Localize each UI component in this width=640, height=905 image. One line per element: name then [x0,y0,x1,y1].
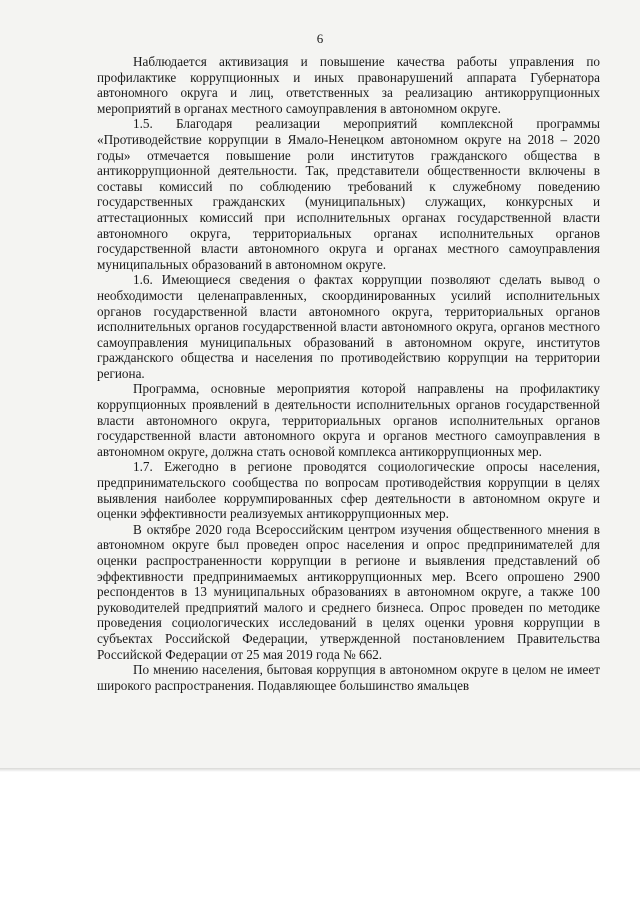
page-number: 6 [316,31,324,46]
paragraph-1-6-corruption-facts: 1.6. Имеющиеся сведения о фактах коррупции позволяют сделать вывод о необходимости целенаправленных, скоординированных усилий исполнительных органов государственной власти автономного округа, территориальных органов исполнительных органов государственной власти автономного округа, органов местного самоуправления муниципальных образований в автономном округе, институтов гражданского общества и населения по противодействию коррупции на территории региона. [97,272,600,381]
paragraph-1-5-civil-society: 1.5. Благодаря реализации мероприятий комплексной программы «Противодействие коррупции в Ямало-Ненецком автономном округе на 2018 – 2020 годы» отмечается повышение роли институтов гражданского общества в антикоррупционной деятельности. Так, представители общественности включены в составы комиссий по соблюдению требований к служебному поведению государственных гражданских (муниципальных) служащих, конкурсных и аттестационных комиссий при исполнительных органах государственной власти автономного округа, территориальных органах исполнительных органов государственной власти автономного округа и органах местного самоуправления муниципальных образований в автономном округе. [97,116,600,272]
paragraph-october-2020-survey: В октябре 2020 года Всероссийским центром изучения общественного мнения в автономном округе был проведен опрос населения и опрос предпринимателей для оценки распространенности коррупции в регионе и выявления представлений об эффективности предпринимаемых антикоррупционных мер. Всего опрошено 2900 респондентов в 13 муниципальных образованиях в автономном округе, а также 100 руководителей предприятий малого и среднего бизнеса. Опрос проведен по методике проведения социологических исследований в целях оценки уровня коррупции в субъектах Российской Федерации, утвержденной постановлением Правительства Российской Федерации от 25 мая 2019 года № 662. [97,521,600,662]
document-body [97,54,600,693]
paragraph-1-7-surveys: 1.7. Ежегодно в регионе проводятся социологические опросы населения, предпринимательского сообщества по вопросам противодействия коррупции в целях выявления наиболее коррумпированных сфер деятельности в автономном округе и оценки эффективности реализуемых антикоррупционных мер. [97,459,600,522]
paragraph-population-opinion: По мнению населения, бытовая коррупция в автономном округе в целом не имеет широкого распространения. Подавляющее большинство ямальцев [97,662,600,693]
scan-bottom-edge [0,768,640,772]
paragraph-management-activity: Наблюдается активизация и повышение качества работы управления по профилактике коррупционных и иных правонарушений аппарата Губернатора автономного округа и лиц, ответственных за реализацию антикоррупционных мероприятий в органах местного самоуправления в автономном округе. [97,54,600,116]
paragraph-program-basis: Программа, основные мероприятия которой направлены на профилактику коррупционных проявлений в деятельности исполнительных органов государственной власти автономного округа, территориальных органов исполнительных органов государственной власти автономного округа и органов местного самоуправления в автономном округе, должна стать основой комплекса антикоррупционных мер. [97,381,600,459]
